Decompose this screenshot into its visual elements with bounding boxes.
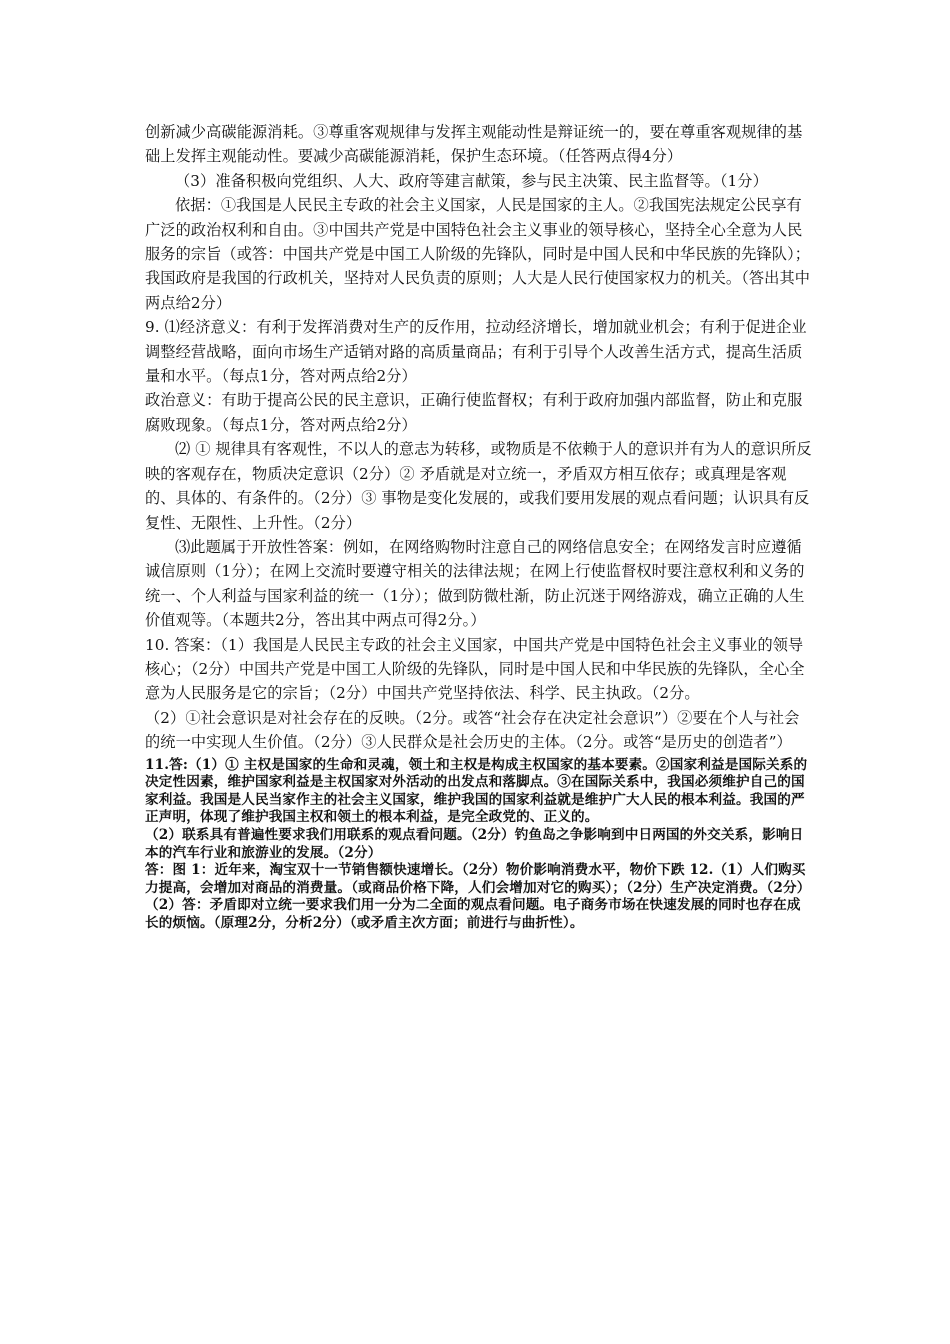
paragraph-9-1-political: 政治意义：有助于提高公民的民主意识，正确行使监督权；有利于政府加强内部监督，防止和克服腐败现象。（每点1分，答对两点给2分） [145,391,803,434]
paragraph-9-2: ⑵ ① 规律具有客观性，不以人的意志为转移，或物质是不依赖于人的意识并有为人的意识所反映的客观存在，物质决定意识（2分）② 矛盾就是对立统一，矛盾双方相互依存；或真理是客观的、具体的、有条件的。（2分）③ 事物是变化发展的，或我们要用发展的观点看问题；认识具有反复性、无限性、上升性。（2分） [145,440,812,532]
answer-document [145,120,813,933]
paragraph-8-2-continued: 创新减少高碳能源消耗。③尊重客观规律与发挥主观能动性是辩证统一的，要在尊重客观规律的基础上发挥主观能动性。要减少高碳能源消耗，保护生态环境。（任答两点得4分） [145,123,803,166]
paragraph-12-2: （2）答：矛盾即对立统一要求我们用一分为二全面的观点看问题。电子商务市场在快速发展的同时也存在成长的烦恼。（原理2分，分析2分）（或矛盾主次方面；前进行与曲折性）。 [145,897,801,931]
paragraph-10-2: （2）①社会意识是对社会存在的反映。（2分。或答“社会存在决定社会意识”）②要在个人与社会的统一中实现人生价值。（2分）③人民群众是社会历史的主体。（2分。或答“是历史的创造者”） [145,708,800,752]
paragraph-9-3: ⑶此题属于开放性答案：例如，在网络购物时注意自己的网络信息安全；在网络发言时应遵循诚信原则（1分）；在网上交流时要遵守相关的法律法规；在网上行使监督权时要注意权利和义务的统一、个人利益与国家利益的统一（1分）；做到防微杜渐，防止沉迷于网络游戏，确立正确的人生价值观等。（本题共2分，答出其中两点可得2分。） [145,537,805,630]
paragraph-12-1: 答：图 1：近年来，淘宝双十一节销售额快速增长。（2分）物价影响消费水平，物价下跌 12.（1）人们购买力提高，会增加对商品的消费量。（或商品价格下降，人们会增加对它的购买）；（2分）生产决定消费。（2分） [145,862,811,896]
bold-answer-block [145,757,813,933]
paragraph-10-1: 10. 答案：（1）我国是人民民主专政的社会主义国家，中国共产党是中国特色社会主义事业的领导核心；（2分）中国共产党是中国工人阶级的先锋队，同时是中国人民和中华民族的先锋队，全心全意为人民服务是它的宗旨；（2分）中国共产党坚持依法、科学、民主执政。（2分。 [145,635,805,703]
paragraph-11-2: （2）联系具有普遍性要求我们用联系的观点看问题。（2分）钓鱼岛之争影响到中日两国的外交关系，影响日本的汽车行业和旅游业的发展。（2分） [145,826,804,861]
paragraph-8-3-answer: （3）准备积极向党组织、人大、政府等建言献策，参与民主决策、民主监督等。（1分） [175,171,768,190]
paragraph-11-1: 11.答:（1）① 主权是国家的生命和灵魂，领土和主权是构成主权国家的基本要素。②国家利益是国际关系的决定性因素，维护国家利益是主权国家对外活动的出发点和落脚点。③在国际关系中，我国必须维护自己的国家利益。我国是人民当家作主的社会主义国家，维护我国的国家利益就是维护广大人民的根本利益。我国的严正声明，体现了维护我国主权和领土的根本利益，是完全政党的、正义的。 [145,756,808,826]
paragraph-9-1-economic: 9. ⑴经济意义：有利于发挥消费对生产的反作用，拉动经济增长，增加就业机会；有利于促进企业调整经营战略，面向市场生产适销对路的高质量商品；有利于引导个人改善生活方式，提高生活质量和水平。（每点1分，答对两点给2分） [145,318,807,386]
paragraph-8-3-basis: 依据：①我国是人民民主专政的社会主义国家，人民是国家的主人。②我国宪法规定公民享有广泛的政治权利和自由。③中国共产党是中国特色社会主义事业的领导核心，坚持全心全意为人民服务的宗旨（或答：中国共产党是中国工人阶级的先锋队，同时是中国人民和中华民族的先锋队）；我国政府是我国的行政机关，坚持对人民负责的原则；人大是人民行使国家权力的机关。（答出其中两点给2分） [145,196,811,312]
